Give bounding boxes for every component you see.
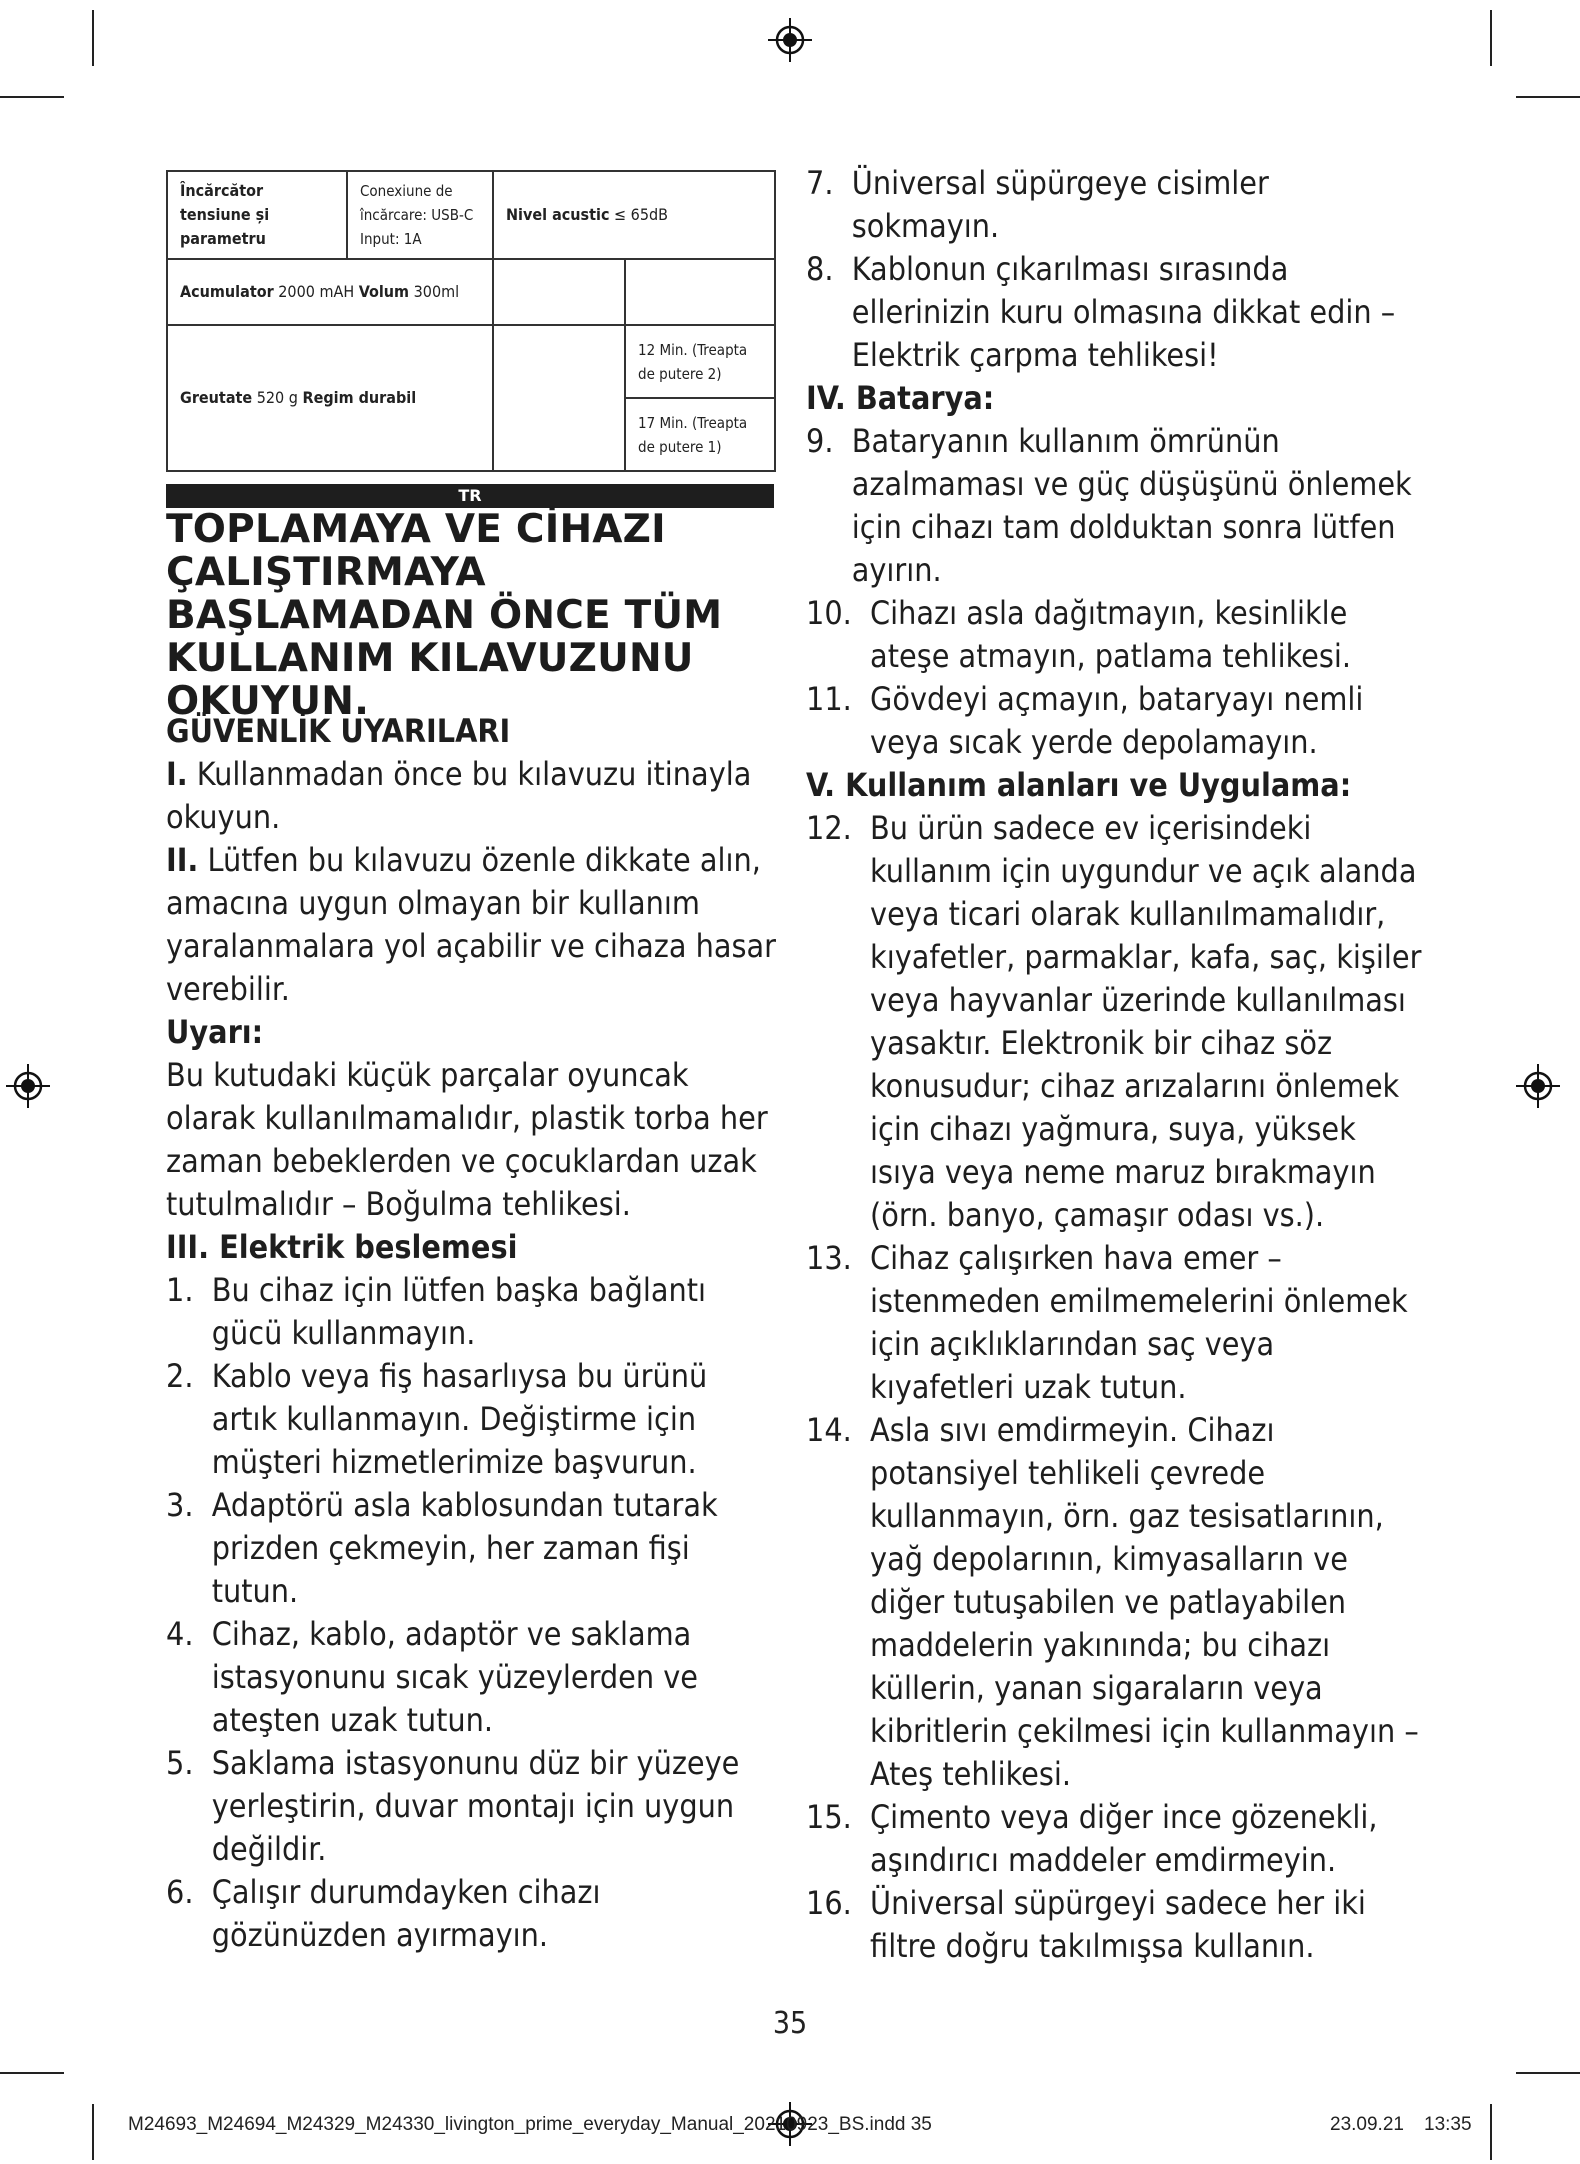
spec-cell-empty xyxy=(493,259,625,325)
crop-mark-bottom-left-v xyxy=(92,2104,94,2160)
section4-heading: IV. Batarya: xyxy=(806,379,995,417)
crop-mark-top-left-v xyxy=(92,10,94,66)
list-item: 3. Adaptörü asla kablosundan tutarak prizden çekmeyin, her zaman fişi tutun. xyxy=(166,1486,718,1610)
list-item: 6. Çalışır durumdayken cihazı gözünüzden ayırmayın. xyxy=(166,1873,601,1954)
spec-cell-noise: Nivel acustic ≤ 65dB xyxy=(493,171,775,259)
section3-heading: III. Elektrik beslemesi xyxy=(166,1228,518,1266)
list-item: 14. Asla sıvı emdirmeyin. Cihazı potansiyel tehlikeli çevrede kullanmayın, örn. gaz tesisatlarının, yağ depolarının, kimyasalların ve diğer tutuşabilen ve patlayabilen maddelerin yakınında; bu cihazı küllerin, yanan sigaraların veya kibritlerin çekilmesi için kullanmayın – Ateş tehlikesi. xyxy=(806,1411,1419,1793)
spec-cell-runtime-power2: 12 Min. (Treapta de putere 2) xyxy=(625,325,775,398)
list-item: 9. Bataryanın kullanım ömrünün azalmaması ve güç düşüşünü önlemek için cihazı tam dolduktan sonra lütfen ayırın. xyxy=(806,422,1412,589)
spec-row-charger xyxy=(167,171,775,259)
footer-time: 13:35 xyxy=(1424,2114,1472,2135)
page-number: 35 xyxy=(772,2006,808,2041)
list-item: 10. Cihazı asla dağıtmayın, kesinlikle ateşe atmayın, patlama tehlikesi. xyxy=(806,594,1352,675)
intro-paragraph-1: I. Kullanmadan önce bu kılavuzu itinayla okuyun. xyxy=(166,755,752,836)
list-item: 8. Kablonun çıkarılması sırasında ellerinizin kuru olmasına dikkat edin – Elektrik çarpma tehlikesi! xyxy=(806,250,1396,374)
list-item: 15. Çimento veya diğer ince gözenekli, aşındırıcı maddeler emdirmeyin. xyxy=(806,1798,1378,1879)
list-item: 5. Saklama istasyonunu düz bir yüzeye yerleştirin, duvar montajı için uygun değildir. xyxy=(166,1744,740,1868)
section3-list xyxy=(166,1269,776,1957)
crop-mark-bottom-left-h xyxy=(0,2072,64,2074)
intro-paragraph-2: II. Lütfen bu kılavuzu özenle dikkate alın, amacına uygun olmayan bir kullanım yaralanmalara yol açabilir ve cihaza hasar verebilir. xyxy=(166,841,776,1008)
section5-heading: V. Kullanım alanları ve Uygulama: xyxy=(806,766,1352,804)
safety-heading: GÜVENLİK UYARILARI xyxy=(166,712,511,750)
spec-cell-connection: Conexiune de încărcare: USB-C Input: 1A xyxy=(347,171,493,259)
crop-mark-bottom-right-h xyxy=(1516,2072,1580,2074)
registration-mark-top-icon xyxy=(768,18,812,62)
list-item: 1. Bu cihaz için lütfen başka bağlantı gücü kullanmayın. xyxy=(166,1271,707,1352)
list-item: 11. Gövdeyi açmayın, bataryayı nemli veya sıcak yerde depolamayın. xyxy=(806,680,1364,761)
list-item: 7. Üniversal süpürgeye cisimler sokmayın. xyxy=(806,164,1269,245)
list-item: 4. Cihaz, kablo, adaptör ve saklama istasyonunu sıcak yüzeylerden ve ateşten uzak tutun. xyxy=(166,1615,698,1739)
list-item: 16. Üniversal süpürgeyi sadece her iki filtre doğru takılmışsa kullanın. xyxy=(806,1884,1366,1965)
list-item: 13. Cihaz çalışırken hava emer – istenmeden emilmemelerini önlemek için açıklıklarından saç veya kıyafetleri uzak tutun. xyxy=(806,1239,1408,1406)
list-item: 12. Bu ürün sadece ev içerisindeki kullanım için uygundur ve açık alanda veya ticari olarak kullanılmamalıdır, kıyafetler, parmaklar, kafa, saç, kişiler veya hayvanlar üzerinde kullanılması yasaktır. Elektronik bir cihaz söz konusudur; cihaz arızalarını önlemek için cihazı yağmura, suya, yüksek ısıya veya neme maruz bırakmayın (örn. banyo, çamaşır odası vs.). xyxy=(806,809,1422,1234)
warning-heading: Uyarı: xyxy=(166,1013,264,1051)
spec-cell-battery-volume: Acumulator 2000 mAH Volum 300ml xyxy=(167,259,493,325)
footer-file-info: M24693_M24694_M24329_M24330_livington_prime_everyday_Manual_20210923_BS.indd 35 xyxy=(128,2114,932,2135)
language-bar: TR xyxy=(166,484,774,508)
crop-mark-bottom-right-v xyxy=(1490,2104,1492,2160)
page-title: TOPLAMAYA VE CİHAZI ÇALIŞTIRMAYA BAŞLAMADAN ÖNCE TÜM KULLANIM KILAVUZUNU OKUYUN. xyxy=(166,507,723,724)
list-item: 2. Kablo veya fiş hasarlıysa bu ürünü artık kullanmayın. Değiştirme için müşteri hizmetlerimize başvurun. xyxy=(166,1357,708,1481)
crop-mark-top-right-h xyxy=(1516,96,1580,98)
spec-row-battery xyxy=(167,259,775,325)
footer-date: 23.09.21 xyxy=(1330,2114,1404,2135)
spec-cell-charger-label: Încărcător tensiune și parametru xyxy=(167,171,347,259)
crop-mark-top-right-v xyxy=(1490,10,1492,66)
spec-cell-runtime-power1: 17 Min. (Treapta de putere 1) xyxy=(625,398,775,471)
crop-mark-top-left-h xyxy=(0,96,64,98)
left-column xyxy=(166,710,776,1957)
spec-row-weight-a xyxy=(167,325,775,398)
spec-cell-empty xyxy=(493,325,625,471)
registration-mark-left-icon xyxy=(6,1064,50,1108)
right-column xyxy=(806,162,1422,1968)
spec-cell-weight-mode: Greutate 520 g Regim durabil xyxy=(167,325,493,471)
spec-table xyxy=(166,170,776,472)
warning-text: Bu kutudaki küçük parçalar oyuncak olarak kullanılmamalıdır, plastik torba her zaman bebeklerden ve çocuklardan uzak tutulmalıdır – Boğulma tehlikesi. xyxy=(166,1056,768,1223)
registration-mark-right-icon xyxy=(1516,1064,1560,1108)
spec-cell-empty xyxy=(625,259,775,325)
